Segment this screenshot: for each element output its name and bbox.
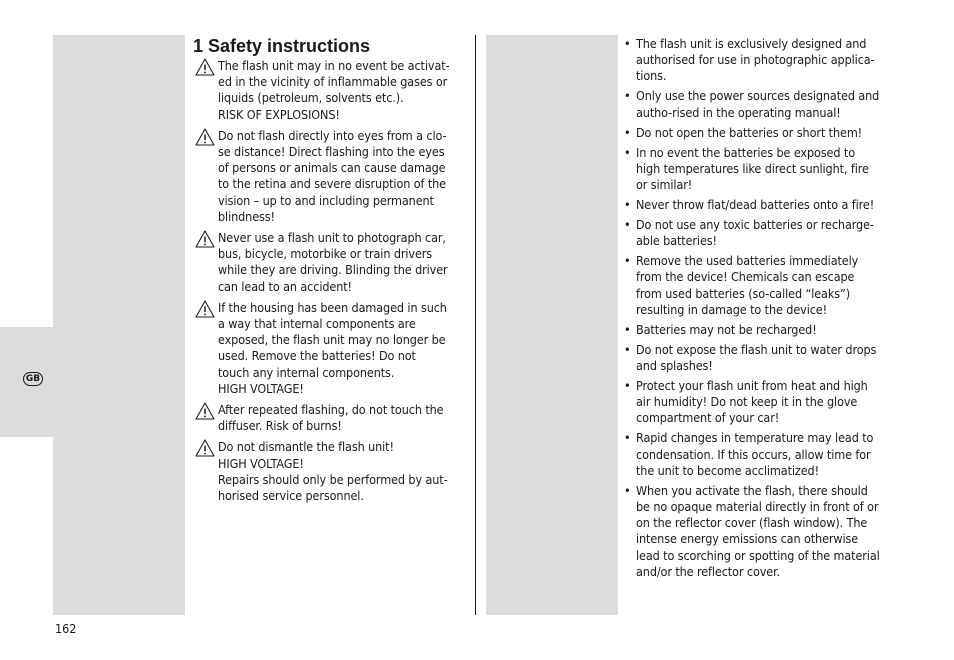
warning-triangle-icon xyxy=(195,230,215,248)
bullet-item xyxy=(624,125,904,141)
left-margin-band xyxy=(53,35,185,615)
warning-text-line: Do not flash directly into eyes from a clo- xyxy=(218,127,447,143)
bullet-dot-icon: • xyxy=(624,217,631,233)
bullet-dot-icon: • xyxy=(624,197,631,213)
bullet-text-line: compartment of your car! xyxy=(636,410,780,426)
bullet-item xyxy=(624,36,904,85)
bullet-text-line: autho-rised in the operating manual! xyxy=(636,104,841,120)
warning-triangle-icon xyxy=(195,402,215,420)
bullet-text-line: air humidity! Do not keep it in the glove xyxy=(636,394,858,410)
warning-triangle-icon xyxy=(195,58,215,76)
bullet-item xyxy=(624,378,904,427)
warning-text-line: diffuser. Risk of burns! xyxy=(218,418,342,434)
bullet-item xyxy=(624,217,904,249)
bullet-text-line: Batteries may not be recharged! xyxy=(636,321,817,337)
bullet-item xyxy=(624,322,904,338)
warning-text-line: touch any internal components. xyxy=(218,364,395,380)
warning-item xyxy=(193,230,469,295)
bullet-item xyxy=(624,197,904,213)
language-badge: GB xyxy=(23,372,43,386)
bullet-dot-icon: • xyxy=(624,482,631,498)
warning-text-line: ed in the vicinity of inflammable gases or xyxy=(218,74,448,90)
bullet-item xyxy=(624,342,904,374)
bullet-dot-icon: • xyxy=(624,430,631,446)
bullet-text-line: Remove the used batteries immediately xyxy=(636,253,859,269)
warning-text-line: After repeated flashing, do not touch the xyxy=(218,402,444,418)
bullet-text-line: from used batteries (so-called “leaks”) xyxy=(636,285,851,301)
warning-text-line: If the housing has been damaged in such xyxy=(218,299,447,315)
warning-text-line: HIGH VOLTAGE! xyxy=(218,455,304,471)
warning-text-line: blindness! xyxy=(218,208,275,224)
warning-text-line: of persons or animals can cause damage xyxy=(218,160,446,176)
section-title: 1 Safety instructions xyxy=(193,36,371,56)
warnings-list xyxy=(193,58,469,509)
bullet-text-line: lead to scorching or spotting of the material xyxy=(636,547,880,563)
bullet-text-line: the unit to become acclimatized! xyxy=(636,462,819,478)
bullet-text-line: tions. xyxy=(636,68,667,84)
warning-text-line: Never use a flash unit to photograph car, xyxy=(218,230,446,246)
warning-text-line: Do not dismantle the flash unit! xyxy=(218,439,394,455)
warning-text-line: The flash unit may in no event be activat- xyxy=(218,58,450,73)
bullet-dot-icon: • xyxy=(624,88,631,104)
warning-text-line: while they are driving. Blinding the driver xyxy=(218,262,448,278)
bullet-text-line: on the reflector cover (flash window). The xyxy=(636,515,868,531)
right-margin-band xyxy=(486,35,618,615)
warning-triangle-icon xyxy=(195,128,215,146)
bullet-text-line: resulting in damage to the device! xyxy=(636,301,828,317)
bullet-text-line: intense energy emissions can otherwise xyxy=(636,531,859,547)
bullet-text-line: The flash unit is exclusively designed and xyxy=(636,36,867,51)
bullet-text-line: or similar! xyxy=(636,177,693,193)
bullet-text-line: In no event the batteries be exposed to xyxy=(636,144,855,160)
bullet-text-line: Never throw flat/dead batteries onto a fire! xyxy=(636,197,875,213)
bullet-text-line: Do not use any toxic batteries or recharge- xyxy=(636,217,874,233)
column-divider xyxy=(475,35,476,615)
bullet-item xyxy=(624,430,904,479)
warning-text-line: liquids (petroleum, solvents etc.). xyxy=(218,90,404,106)
bullet-text-line: When you activate the flash, there should xyxy=(636,482,868,498)
warning-item xyxy=(193,128,469,225)
bullet-item xyxy=(624,483,904,580)
warning-text-line: can lead to an accident! xyxy=(218,278,352,294)
bullet-item xyxy=(624,88,904,120)
bullet-text-line: able batteries! xyxy=(636,233,717,249)
warning-text-line: a way that internal components are xyxy=(218,316,416,332)
bullet-text-line: high temperatures like direct sunlight, fire xyxy=(636,160,869,176)
bullet-text-line: Protect your flash unit from heat and high xyxy=(636,378,868,394)
safety-bullets-list xyxy=(624,36,904,584)
warning-text-line: RISK OF EXPLOSIONS! xyxy=(218,106,340,122)
warning-item xyxy=(193,300,469,397)
bullet-text-line: and splashes! xyxy=(636,358,713,374)
warning-text-line: bus, bicycle, motorbike or train drivers xyxy=(218,246,433,262)
bullet-text-line: Do not expose the flash unit to water drops xyxy=(636,341,877,357)
bullet-text-line: from the device! Chemicals can escape xyxy=(636,269,855,285)
bullet-dot-icon: • xyxy=(624,144,631,160)
bullet-dot-icon: • xyxy=(624,321,631,337)
warning-text-line: Repairs should only be performed by aut- xyxy=(218,471,448,487)
bullet-text-line: be no opaque material directly in front of or xyxy=(636,499,879,515)
warning-item xyxy=(193,439,469,504)
bullet-dot-icon: • xyxy=(624,253,631,269)
bullet-text-line: Rapid changes in temperature may lead to xyxy=(636,430,874,446)
warning-text-line: se distance! Direct flashing into the eyes xyxy=(218,144,445,160)
warning-text-line: horised service personnel. xyxy=(218,488,364,504)
bullet-dot-icon: • xyxy=(624,124,631,140)
bullet-dot-icon: • xyxy=(624,378,631,394)
warning-text-line: vision – up to and including permanent xyxy=(218,192,434,208)
warning-triangle-icon xyxy=(195,300,215,318)
bullet-text-line: Do not open the batteries or short them! xyxy=(636,124,863,140)
bullet-item xyxy=(624,253,904,318)
bullet-text-line: and/or the reflector cover. xyxy=(636,563,780,579)
warning-item xyxy=(193,58,469,123)
bullet-dot-icon: • xyxy=(624,36,631,51)
bullet-text-line: condensation. If this occurs, allow time for xyxy=(636,446,871,462)
bullet-dot-icon: • xyxy=(624,341,631,357)
warning-triangle-icon xyxy=(195,439,215,457)
warning-text-line: to the retina and severe disruption of the xyxy=(218,176,446,192)
warning-text-line: used. Remove the batteries! Do not xyxy=(218,348,416,364)
warning-text-line: exposed, the flash unit may no longer be xyxy=(218,332,446,348)
page-number: 162 xyxy=(55,621,77,636)
bullet-text-line: authorised for use in photographic applica- xyxy=(636,52,875,68)
bullet-text-line: Only use the power sources designated and xyxy=(636,88,880,104)
warning-text-line: HIGH VOLTAGE! xyxy=(218,380,304,396)
warning-item xyxy=(193,402,469,434)
bullet-item xyxy=(624,145,904,194)
